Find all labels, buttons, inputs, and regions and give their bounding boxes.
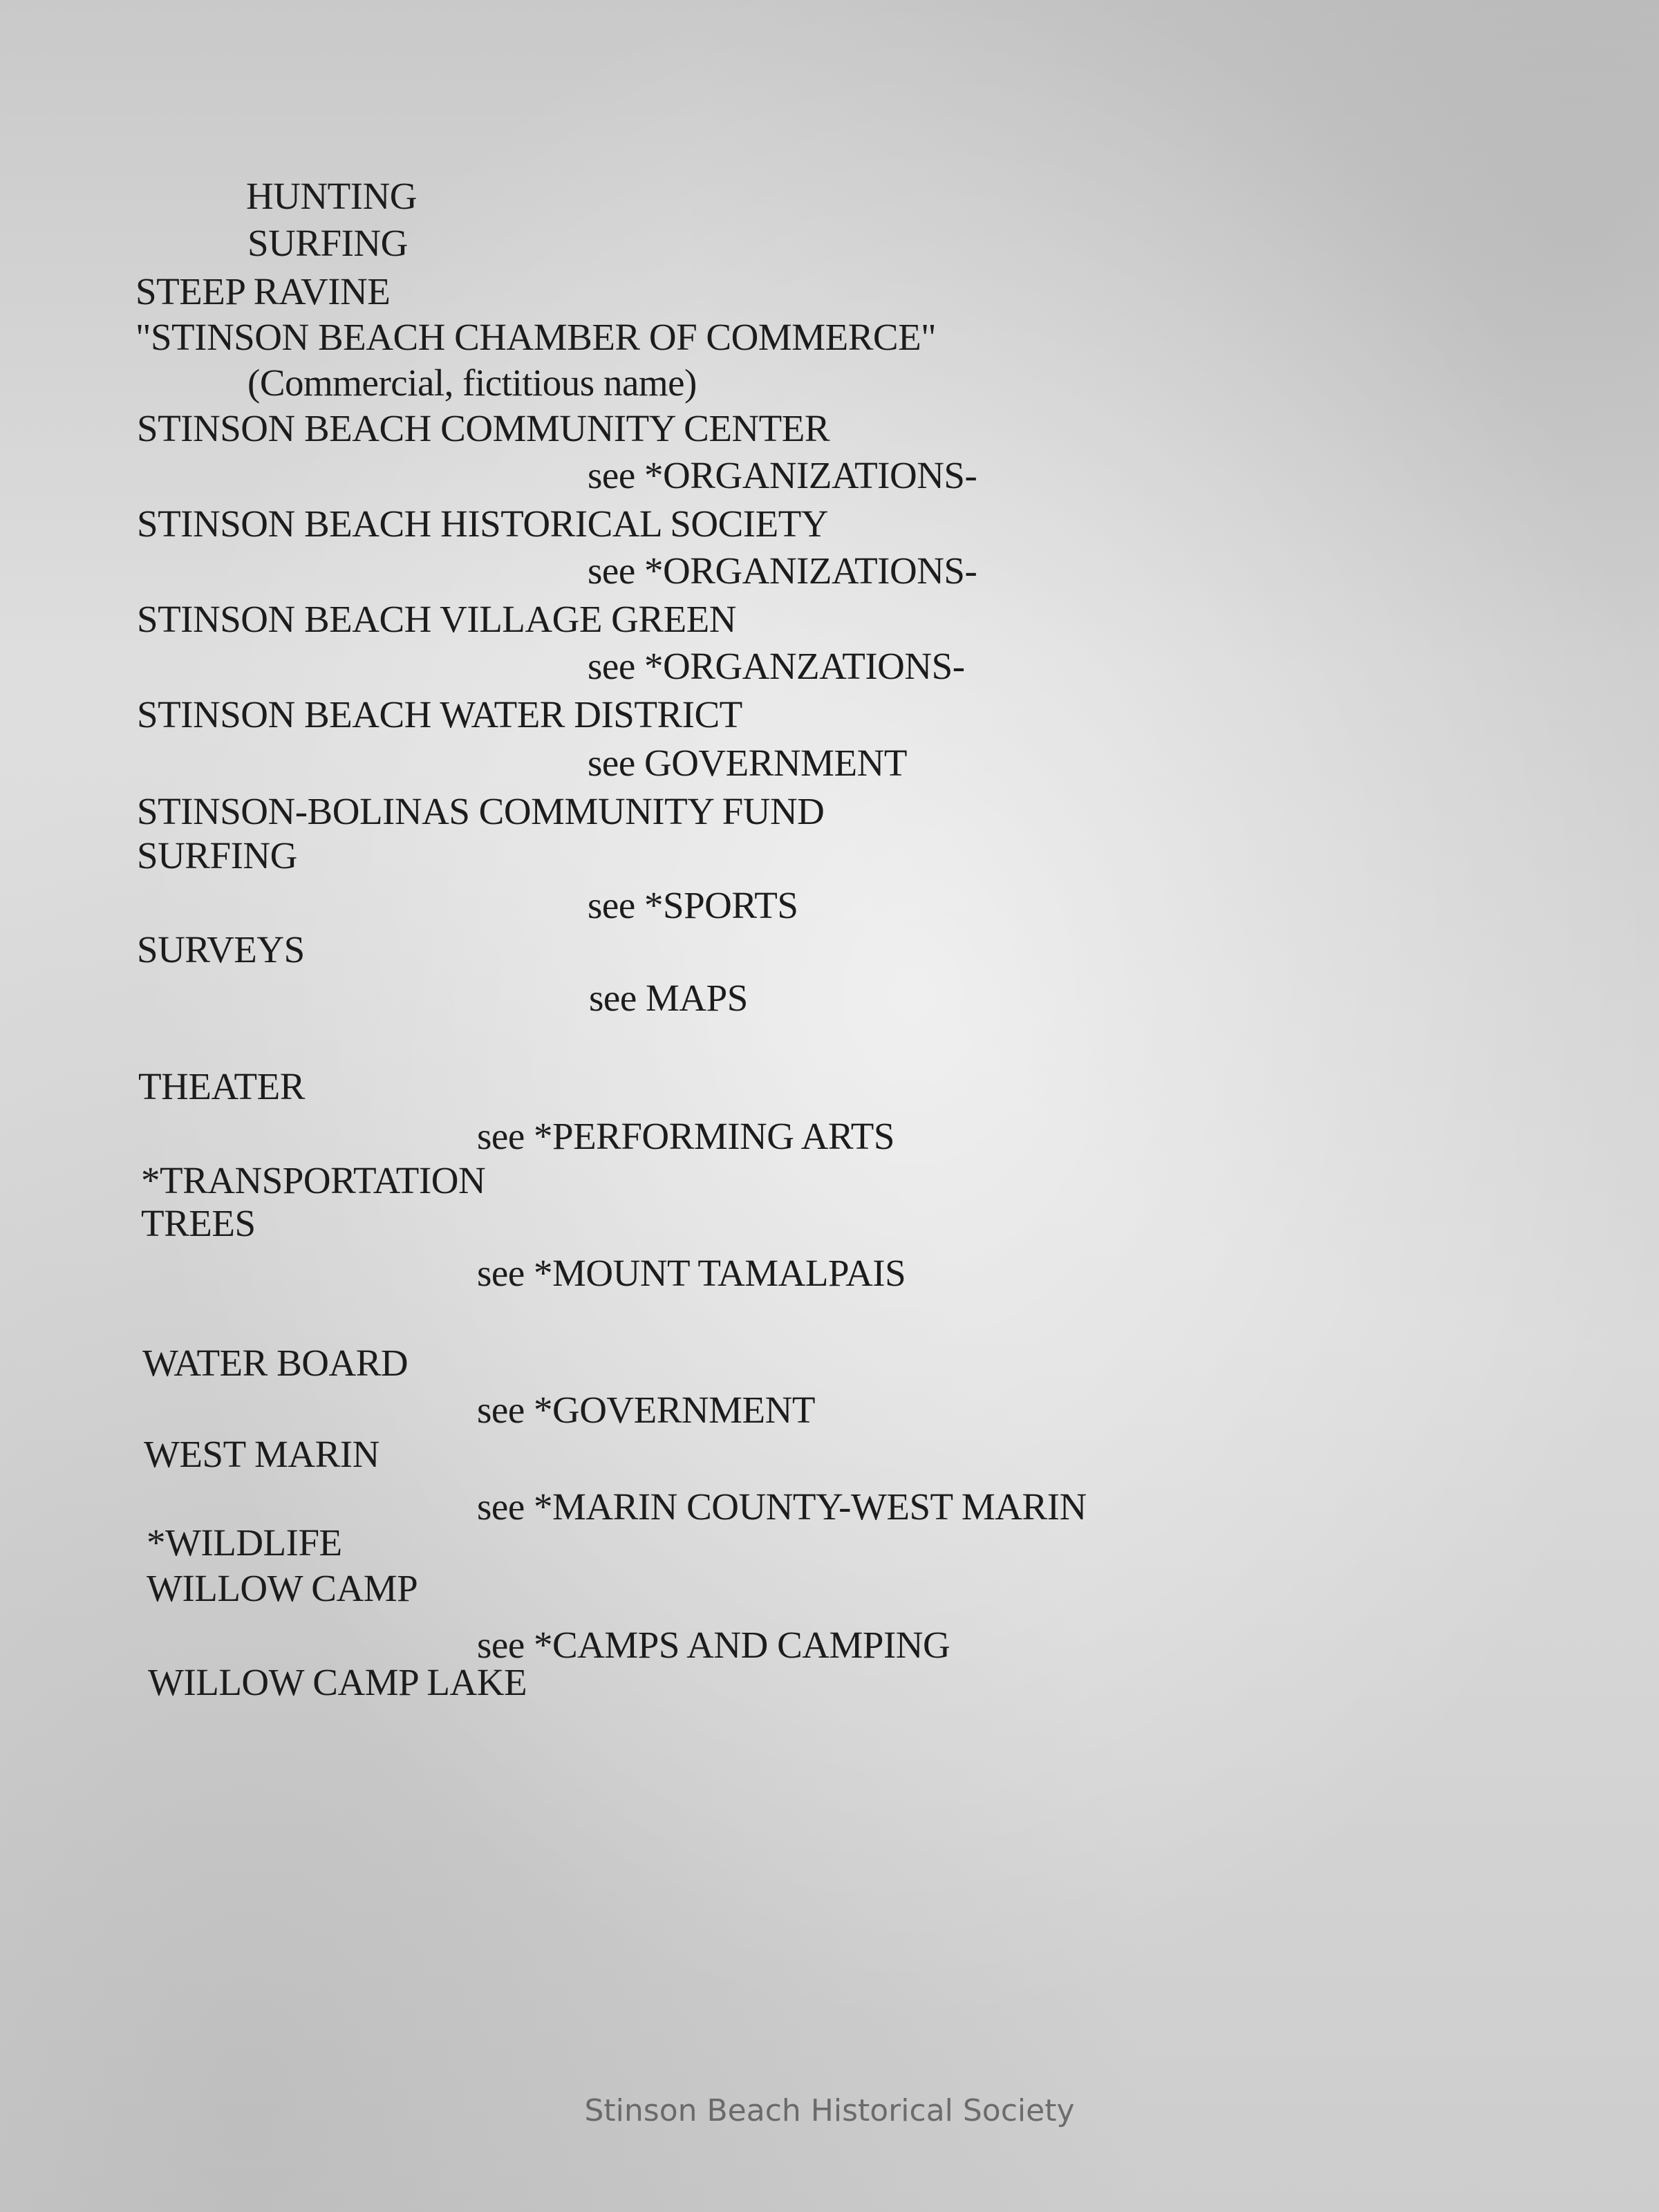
see-reference-government: see *GOVERNMENT [477, 1389, 815, 1431]
index-entry-hunting: HUNTING [246, 175, 418, 217]
index-entry-steep-ravine: STEEP RAVINE [135, 270, 391, 312]
index-entry-water-board: WATER BOARD [142, 1342, 409, 1384]
index-entry-surveys: SURVEYS [137, 928, 305, 971]
index-entry-historical-society: STINSON BEACH HISTORICAL SOCIETY [137, 503, 829, 545]
see-reference-maps: see MAPS [589, 977, 748, 1019]
index-note-commercial-name: (Commercial, fictitious name) [247, 362, 697, 404]
index-entry-community-fund: STINSON-BOLINAS COMMUNITY FUND [137, 790, 825, 832]
see-reference-camps-and-camping: see *CAMPS AND CAMPING [477, 1624, 950, 1666]
index-entry-willow-camp-lake: WILLOW CAMP LAKE [148, 1661, 527, 1703]
index-entry-community-center: STINSON BEACH COMMUNITY CENTER [137, 407, 830, 449]
see-reference-sports: see *SPORTS [588, 884, 798, 926]
index-entry-wildlife: *WILDLIFE [147, 1521, 342, 1564]
index-entry-trees: TREES [141, 1202, 256, 1244]
see-reference-performing-arts: see *PERFORMING ARTS [477, 1115, 894, 1157]
index-entry-surfing-sub: SURFING [247, 222, 408, 264]
index-entry-surfing: SURFING [137, 834, 297, 877]
see-reference-organzations: see *ORGANZATIONS- [588, 645, 965, 687]
index-entry-water-district: STINSON BEACH WATER DISTRICT [137, 693, 742, 735]
watermark-text: Stinson Beach Historical Society [584, 2093, 1075, 2128]
index-entry-willow-camp: WILLOW CAMP [147, 1567, 418, 1609]
index-entry-chamber-of-commerce: "STINSON BEACH CHAMBER OF COMMERCE" [135, 316, 937, 358]
see-reference-organizations: see *ORGANIZATIONS- [588, 550, 977, 592]
index-entry-transportation: *TRANSPORTATION [141, 1159, 486, 1201]
see-reference-government: see GOVERNMENT [588, 742, 907, 784]
index-entry-theater: THEATER [138, 1065, 305, 1107]
see-reference-mount-tamalpais: see *MOUNT TAMALPAIS [477, 1252, 906, 1294]
see-reference-marin-county: see *MARIN COUNTY-WEST MARIN [477, 1485, 1087, 1528]
index-entry-village-green: STINSON BEACH VILLAGE GREEN [137, 598, 736, 640]
see-reference-organizations: see *ORGANIZATIONS- [588, 454, 977, 496]
index-entry-west-marin: WEST MARIN [144, 1433, 379, 1475]
